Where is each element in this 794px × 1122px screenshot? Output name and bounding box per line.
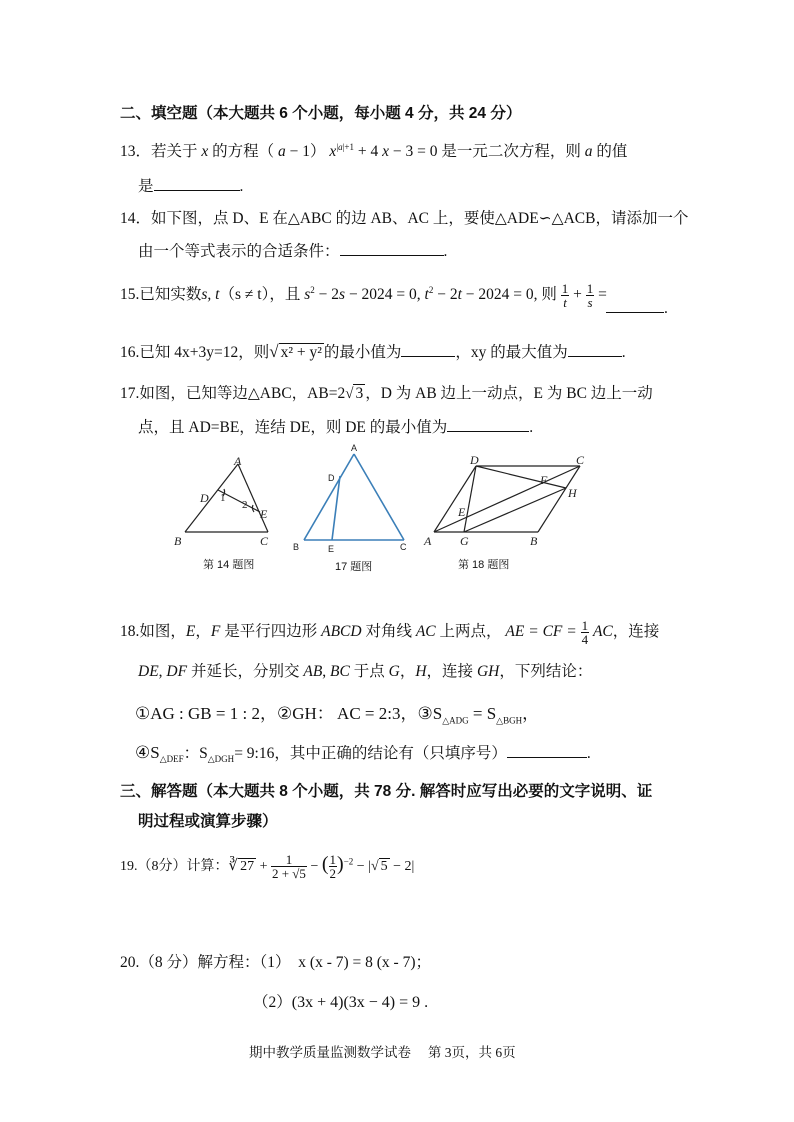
answer-blank-14[interactable] <box>340 241 444 256</box>
question-20-line-2: （2）(3x + 4)(3x − 4) = 9 . <box>253 994 429 1011</box>
page-footer: 期中教学质量监测数学试卷 第 3页，共 6页 <box>249 1045 516 1060</box>
fig18-label-g: G <box>460 534 469 548</box>
fig14-label-a: A <box>234 454 242 468</box>
question-18-conclusion-4: $④S_{\triangle DEF}$：$S_{\triangle DGH}=$ 9:16，其中正确的结论有（只填序号） . <box>135 743 591 765</box>
question-19: 19.（8分）计算：∛ 27 + $\frac{1}{2 + √5}$ − ( $\frac{1}{2}$ )$^{-2}$ − |√ 5 − 2| <box>120 852 415 882</box>
question-13-line-2: 是 . <box>138 178 244 195</box>
answer-blank-16a[interactable] <box>401 342 455 357</box>
question-16: 16.已知 4x+3y=12，则√ x² + y² 的最小值为 ，xy 的最大值为 . <box>120 342 626 361</box>
question-20-line-1: 20.（8 分）解方程：（1） x (x - 7) = 8 (x - 7)； <box>120 954 431 971</box>
section-3-title-line-1: 三、解答题（本大题共 8 个小题，共 78 分. 解答时应写出必要的文字说明、证 <box>120 783 653 800</box>
section-3-title-line-2: 明过程或演算步骤） <box>138 813 278 830</box>
fig17-label-b: B <box>293 542 300 552</box>
fig14-label-c: C <box>260 534 269 548</box>
answer-blank-15[interactable] <box>606 298 664 313</box>
question-18-line-1: 18.如图，E，F 是平行四边形 ABCD 对角线 AC 上两点， AE = CF = $\frac{1}{4}$ AC，连接 <box>120 618 660 647</box>
fig18-label-f: F <box>540 473 548 487</box>
fig18-label-a: A <box>424 534 432 548</box>
question-18-conclusions-1-3: ①AG : GB = 1 : 2，②GH： AC = 2:3，$③S_{\triangle ADG} = S_{\triangle BGH}$， <box>135 704 540 726</box>
question-17-line-2: 点，且 AD=BE，连结 DE，则 DE 的最小值为 . <box>138 419 534 436</box>
question-14-line-1: 14．如下图，点 D、E 在△ABC 的边 AB、AC 上，要使△ADE∽△ACB，请添加一个 <box>120 210 689 227</box>
figure-14 <box>170 452 285 552</box>
answer-blank-16b[interactable] <box>568 342 622 357</box>
answer-blank-13[interactable] <box>154 176 240 191</box>
figure-18 <box>418 452 598 552</box>
fig18-label-e: E <box>458 505 466 519</box>
fig14-label-d: D <box>200 491 209 505</box>
question-14-line-2: 由一个等式表示的合适条件： . <box>138 243 448 260</box>
question-15: 15.已知实数s, t（s ≠ t），且 $s^2 - 2s - 2024 = 0$, $t^2 - 2t - 2024 = 0$, 则 $\frac{1}{t}$ + $\frac{1}{s}$ = <box>120 281 607 310</box>
fig14-label-e: E <box>260 507 268 521</box>
question-15-blank: . <box>606 298 668 318</box>
section-2-title: 二、填空题（本大题共 6 个小题，每小题 4 分，共 24 分） <box>120 105 522 122</box>
caption-fig18: 第 18 题图 <box>458 559 510 571</box>
figure-17 <box>288 440 418 560</box>
fig17-label-e: E <box>328 544 335 554</box>
fig18-label-d: D <box>470 453 479 467</box>
fig18-label-c: C <box>576 453 585 467</box>
fig17-label-a: A <box>351 443 358 453</box>
fig18-label-b: B <box>530 534 538 548</box>
fig17-label-c: C <box>400 542 407 552</box>
fig14-label-b: B <box>174 534 182 548</box>
fig18-label-h: H <box>568 486 577 500</box>
question-18-line-2: DE, DF 并延长，分别交 AB, BC 于点 G，H，连接 GH，下列结论： <box>138 663 593 680</box>
fig17-label-d: D <box>328 473 335 483</box>
caption-fig17: 17 题图 <box>335 561 373 573</box>
fig14-angle-1: 1 <box>220 492 226 504</box>
fig14-angle-2: 2 <box>242 499 248 511</box>
caption-fig14: 第 14 题图 <box>203 559 255 571</box>
answer-blank-17[interactable] <box>447 417 529 432</box>
answer-blank-18[interactable] <box>507 743 587 758</box>
question-13-line-1: 13．若关于 x 的方程（ a − 1） $x^{|a|+1} + 4$ x − 3 = 0 是一元二次方程，则 a 的值 <box>120 141 628 160</box>
question-17-line-1: 17.如图，已知等边△ABC，AB=2√ 3 ，D 为 AB 边上一动点，E 为 BC 边上一动 <box>120 385 653 402</box>
